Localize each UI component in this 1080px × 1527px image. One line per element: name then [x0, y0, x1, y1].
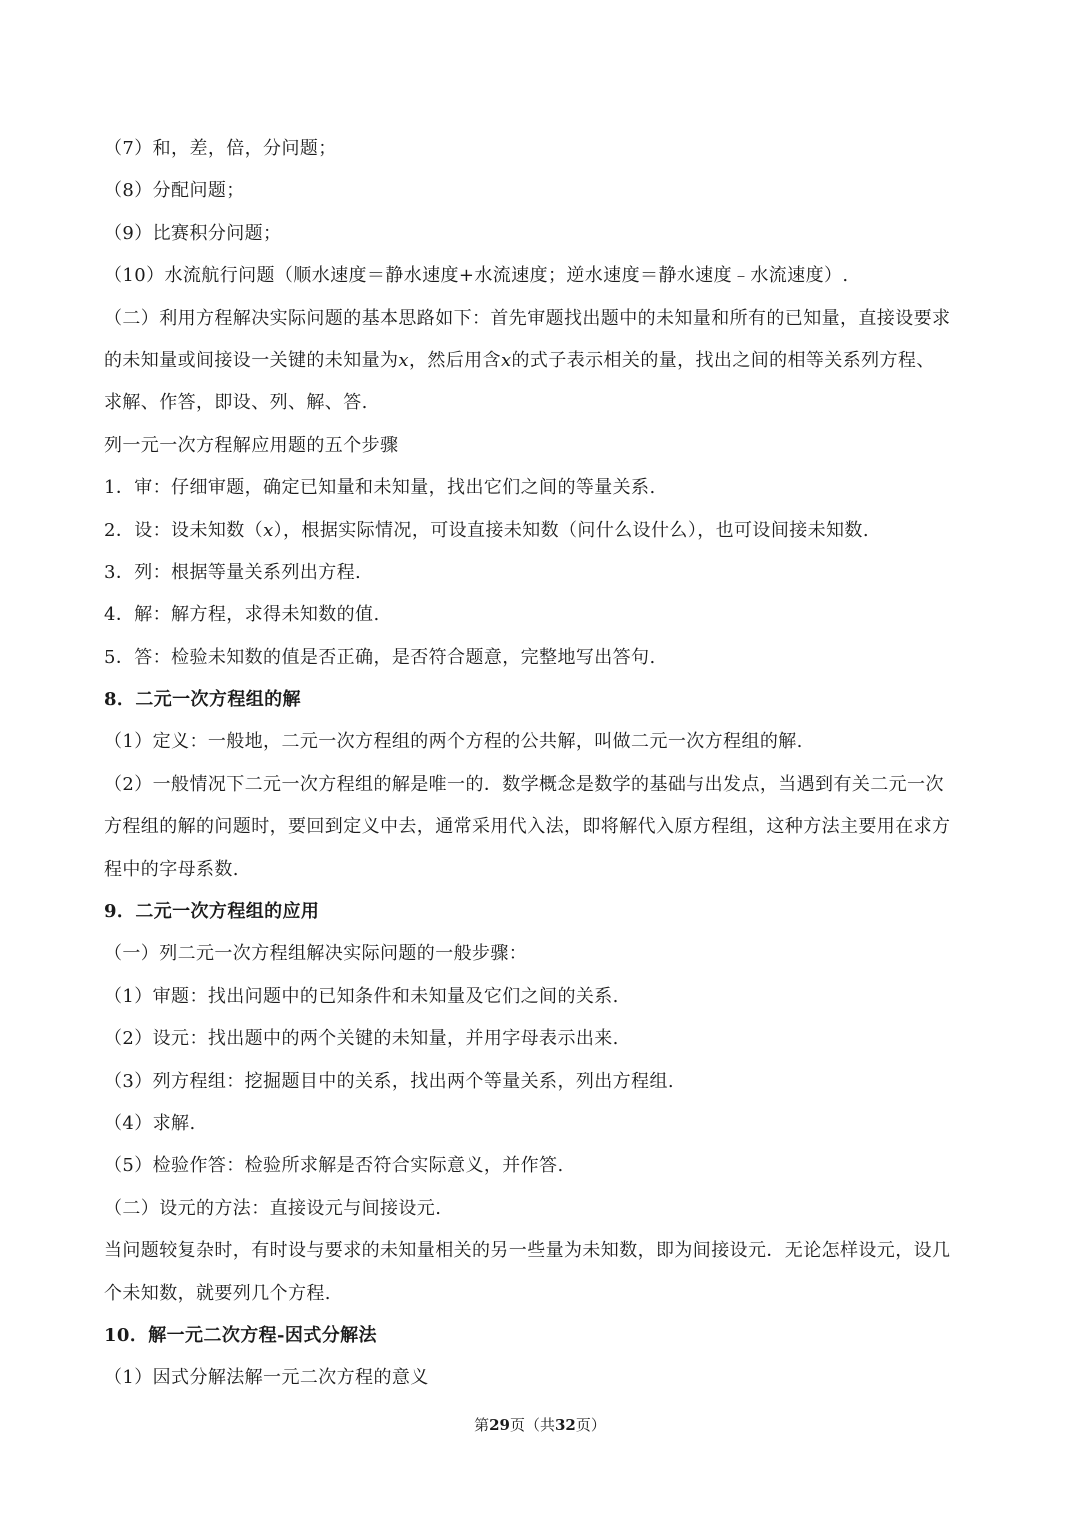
text-line: [104, 340, 980, 382]
document-body: [104, 128, 980, 1400]
variable-x: x: [398, 349, 409, 371]
text-line: （一）列二元一次方程组解决实际问题的一般步骤：: [104, 943, 528, 965]
footer-total-pages: 32: [555, 1416, 576, 1434]
text-line: （5）检验作答：检验所求解是否符合实际意义，并作答.: [104, 1155, 564, 1177]
footer-suffix: 页）: [575, 1416, 606, 1434]
text-line: （3）列方程组：挖掘题目中的关系，找出两个等量关系，列出方程组.: [104, 1070, 674, 1092]
text-line: （4）求解.: [104, 1112, 196, 1134]
text-line: （8）分配问题；: [104, 180, 245, 202]
footer-page-number: 29: [489, 1416, 510, 1434]
text-span: ，然后用含: [408, 349, 501, 371]
section-heading: 8．二元一次方程组的解: [104, 689, 301, 711]
text-line: （7）和，差，倍，分问题；: [104, 138, 337, 159]
text-line: （1）审题：找出问题中的已知条件和未知量及它们之间的关系.: [104, 985, 619, 1007]
text-line: （2）设元：找出题中的两个关键的未知量，并用字母表示出来.: [104, 1028, 619, 1050]
text-line: 当问题较复杂时，有时设与要求的未知量相关的另一些量为未知数，即为间接设元．无论怎样设元，设几: [104, 1240, 951, 1262]
text-line: 列一元一次方程解应用题的五个步骤: [104, 434, 399, 456]
text-line: [104, 510, 980, 552]
text-line: 求解、作答，即设、列、解、答.: [104, 392, 368, 414]
text-line: 5．答：检验未知数的值是否正确，是否符合题意，完整地写出答句.: [104, 646, 656, 668]
text-span: 的式子表示相关的量，找出之间的相等关系列方程、: [511, 349, 935, 371]
footer-prefix: 第: [474, 1416, 490, 1434]
text-span: 的未知量或间接设一关键的未知量为: [104, 349, 399, 371]
text-line: 1．审：仔细审题，确定已知量和未知量，找出它们之间的等量关系.: [104, 477, 656, 499]
text-span: 2．设：设未知数（: [104, 519, 264, 541]
text-line: （1）定义：一般地，二元一次方程组的两个方程的公共解，叫做二元一次方程组的解.: [104, 731, 803, 753]
text-line: （9）比赛积分问题；: [104, 222, 282, 244]
variable-x: x: [263, 519, 274, 541]
text-span: ），根据实际情况，可设直接未知数（问什么设什么），也可设间接未知数.: [273, 519, 869, 541]
text-line: （1）因式分解法解一元二次方程的意义: [104, 1367, 429, 1389]
page-footer: [0, 1414, 1080, 1435]
footer-middle: 页（共: [509, 1416, 555, 1434]
text-line: （二）设元的方法：直接设元与间接设元.: [104, 1197, 442, 1219]
text-line: 个未知数，就要列几个方程.: [104, 1282, 331, 1304]
text-line: 3．列：根据等量关系列出方程.: [104, 561, 362, 583]
text-line: 方程组的解的问题时，要回到定义中去，通常采用代入法，即将解代入原方程组，这种方法主要用在求方: [104, 816, 951, 838]
text-line: 程中的字母系数.: [104, 858, 239, 880]
text-line: （10）水流航行问题（顺水速度＝静水速度+水流速度；逆水速度＝静水速度﹣水流速度）.: [104, 265, 849, 287]
section-heading: 9．二元一次方程组的应用: [104, 901, 320, 923]
text-line: （二）利用方程解决实际问题的基本思路如下：首先审题找出题中的未知量和所有的已知量，直接设要求: [104, 307, 951, 329]
text-line: 4．解：解方程，求得未知数的值.: [104, 604, 380, 626]
text-line: （2）一般情况下二元一次方程组的解是唯一的．数学概念是数学的基础与出发点，当遇到有关二元一次: [104, 773, 944, 795]
variable-x: x: [500, 349, 512, 371]
section-heading: 10．解一元二次方程-因式分解法: [104, 1324, 377, 1346]
